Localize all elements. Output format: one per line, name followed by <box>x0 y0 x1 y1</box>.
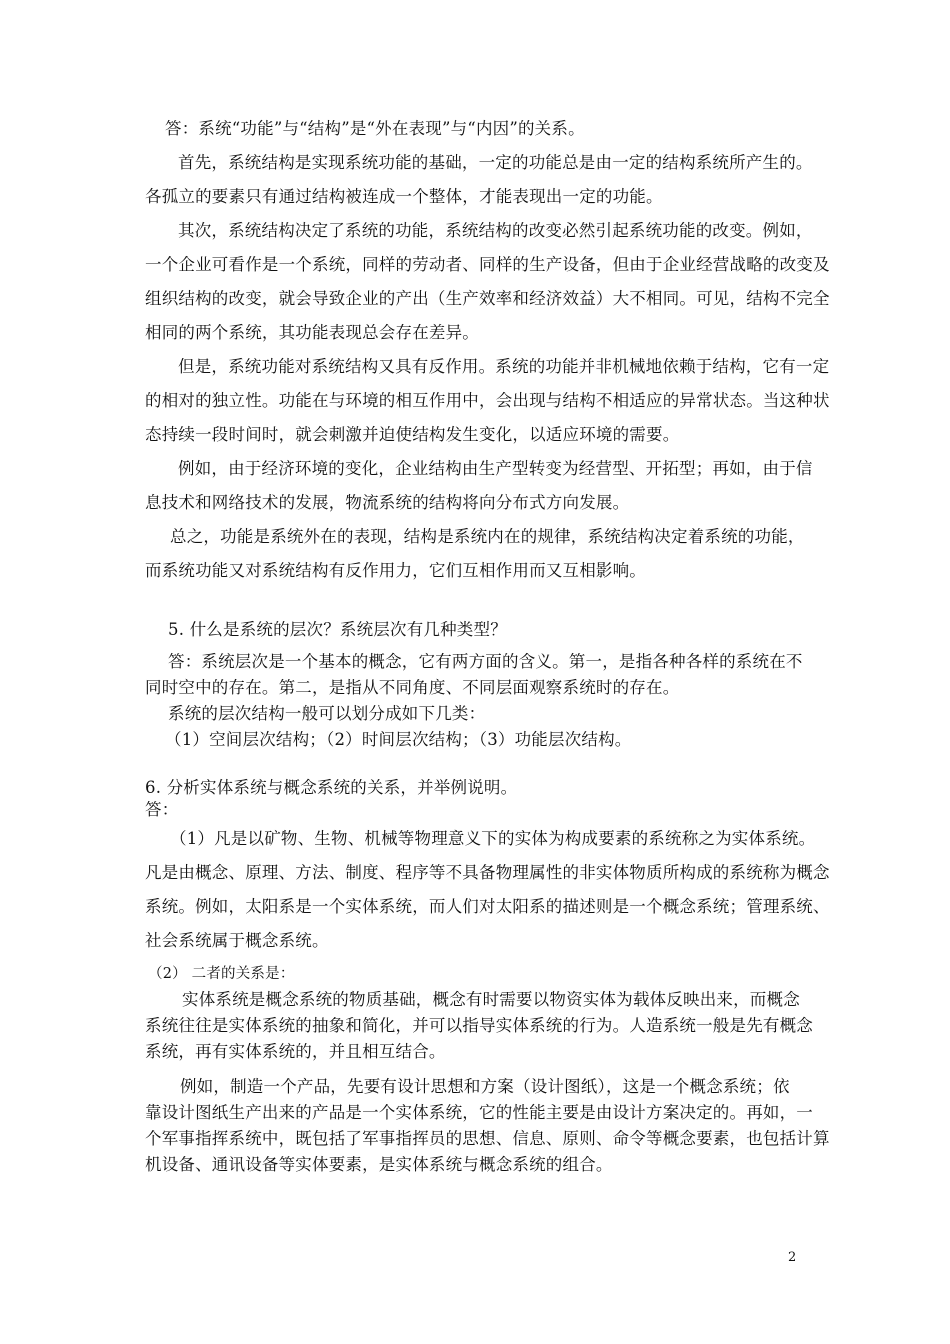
answer-label: 答： <box>145 800 179 819</box>
answer-line: 凡是由概念、原理、方法、制度、程序等不具备物理属性的非实体物质所构成的系统称为概念 <box>145 863 830 882</box>
paragraph-line: 但是，系统功能对系统结构又具有反作用。系统的功能并非机械地依赖于结构，它有一定 <box>178 357 830 376</box>
answer-line: 系统往往是实体系统的抽象和简化，并可以指导实体系统的行为。人造系统一般是先有概念 <box>145 1016 813 1035</box>
answer-line: 个军事指挥系统中，既包括了军事指挥员的思想、信息、原则、命令等概念要素，也包括计算 <box>145 1129 830 1148</box>
paragraph-line: 而系统功能又对系统结构有反作用力，它们互相作用而又互相影响。 <box>145 561 646 580</box>
answer-line: （1）空间层次结构；（2）时间层次结构；（3）功能层次结构。 <box>165 730 632 749</box>
answer-line: 答：系统“功能”与“结构”是“外在表现”与“内因”的关系。 <box>165 119 585 138</box>
paragraph-line: 各孤立的要素只有通过结构被连成一个整体，才能表现出一定的功能。 <box>145 187 663 206</box>
answer-line: 答：系统层次是一个基本的概念，它有两方面的含义。第一，是指各种各样的系统在不 <box>168 652 803 671</box>
paragraph-line: 态持续一段时间时，就会刺激并迫使结构发生变化，以适应环境的需要。 <box>145 425 680 444</box>
answer-line: 社会系统属于概念系统。 <box>145 931 329 950</box>
question-5-title: 5. 什么是系统的层次？系统层次有几种类型？ <box>168 620 507 639</box>
question-6-title: 6. 分析实体系统与概念系统的关系，并举例说明。 <box>145 778 518 797</box>
paragraph-line: 相同的两个系统，其功能表现总会存在差异。 <box>145 323 479 342</box>
paragraph-line: 首先，系统结构是实现系统功能的基础，一定的功能总是由一定的结构系统所产生的。 <box>178 153 813 172</box>
paragraph-line: 例如，由于经济环境的变化，企业结构由生产型转变为经营型、开拓型；再如，由于信 <box>178 459 813 478</box>
part2-label: （2） 二者的关系是： <box>148 966 295 982</box>
answer-line: 机设备、通讯设备等实体要素，是实体系统与概念系统的组合。 <box>145 1155 613 1174</box>
answer-line: 靠设计图纸生产出来的产品是一个实体系统，它的性能主要是由设计方案决定的。再如，一 <box>145 1103 813 1122</box>
paragraph-line: 总之，功能是系统外在的表现，结构是系统内在的规律，系统结构决定着系统的功能， <box>170 527 805 546</box>
paragraph-line: 息技术和网络技术的发展，物流系统的结构将向分布式方向发展。 <box>145 493 630 512</box>
answer-line: 系统的层次结构一般可以划分成如下几类： <box>168 704 486 723</box>
answer-line: 同时空中的存在。第二，是指从不同角度、不同层面观察系统时的存在。 <box>145 678 680 697</box>
answer-line: 实体系统是概念系统的物质基础，概念有时需要以物资实体为载体反映出来，而概念 <box>182 990 800 1009</box>
page-number: 2 <box>788 1250 797 1265</box>
paragraph-line: 一个企业可看作是一个系统，同样的劳动者、同样的生产设备，但由于企业经营战略的改变及 <box>145 255 830 274</box>
paragraph-line: 其次，系统结构决定了系统的功能，系统结构的改变必然引起系统功能的改变。例如， <box>178 221 813 240</box>
answer-line: 例如，制造一个产品，先要有设计思想和方案（设计图纸），这是一个概念系统；依 <box>180 1077 790 1096</box>
paragraph-line: 组织结构的改变，就会导致企业的产出（生产效率和经济效益）大不相同。可见，结构不完全 <box>145 289 830 308</box>
answer-line: 系统，再有实体系统的，并且相互结合。 <box>145 1042 446 1061</box>
paragraph-line: 的相对的独立性。功能在与环境的相互作用中，会出现与结构不相适应的异常状态。当这种状 <box>145 391 830 410</box>
answer-line: 系统。例如，太阳系是一个实体系统，而人们对太阳系的描述则是一个概念系统；管理系统、 <box>145 897 830 916</box>
answer-line: （1）凡是以矿物、生物、机械等物理意义下的实体为构成要素的系统称之为实体系统。 <box>170 829 816 848</box>
